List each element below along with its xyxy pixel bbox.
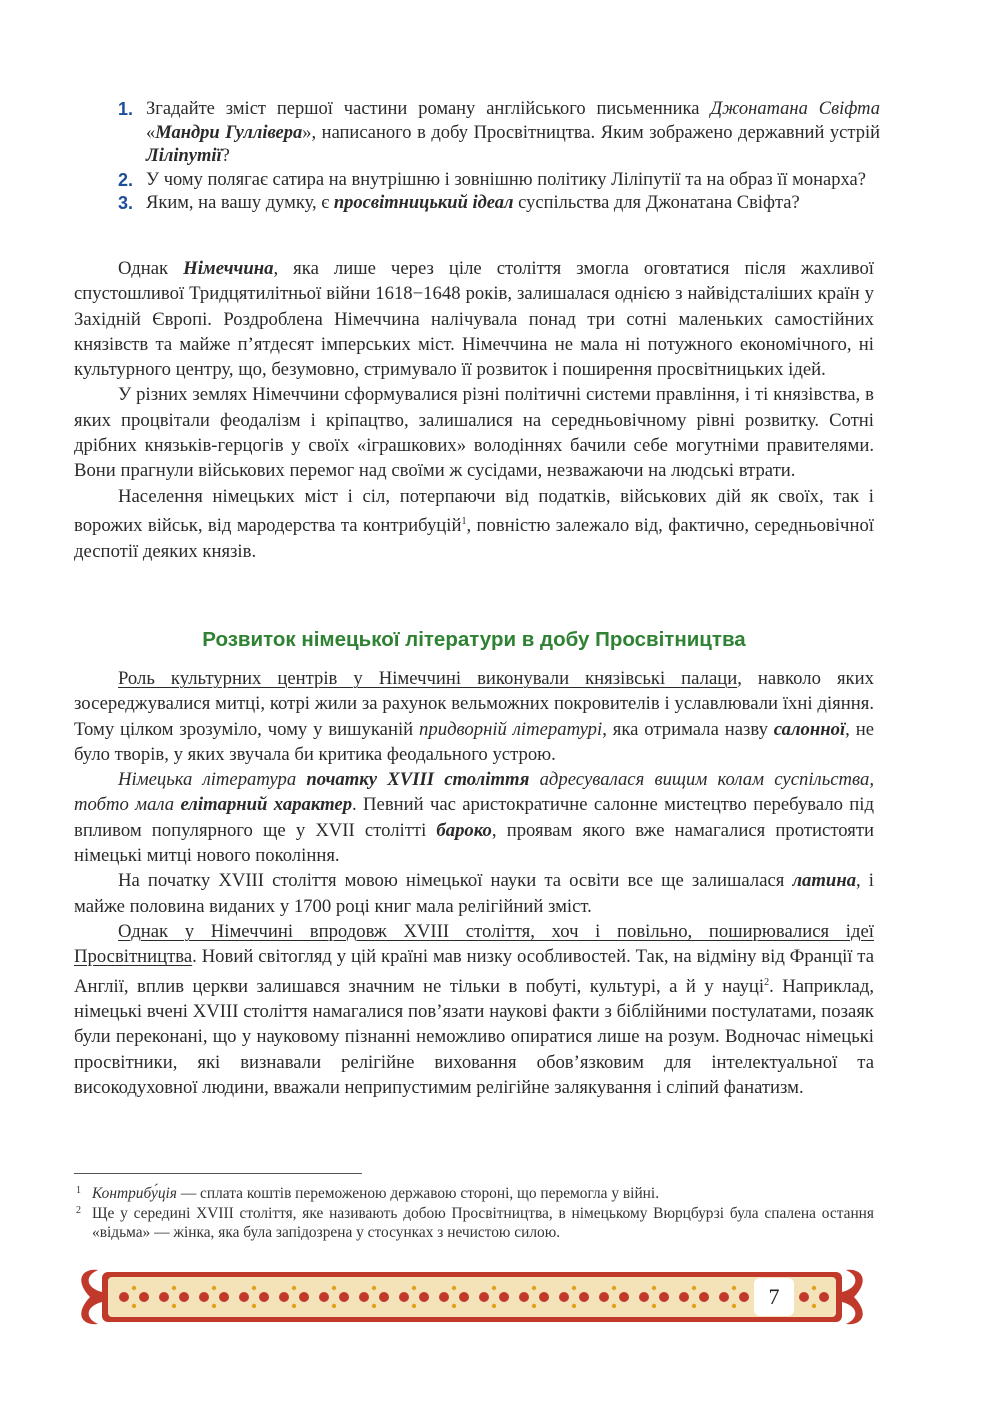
question-author: Джонатана Свіфта: [710, 99, 880, 119]
question-number: 1.: [118, 99, 134, 119]
text-run: , проявам якого вже намагалися протистояти німецькі митці нового покоління.: [74, 819, 875, 867]
question-quote-open: «: [146, 122, 156, 143]
paragraph: [74, 919, 874, 1100]
page-number: 7: [754, 1278, 794, 1316]
question-item: [118, 169, 880, 193]
question-text: », написаного в добу Просвітництва. Яким зображено державний устрій: [302, 122, 880, 143]
footnotes: [74, 1184, 874, 1243]
key-term: початку XVIII століття: [306, 769, 530, 791]
footnote-text: Ще у середині XVIII століття, яке називають добою Просвітництва, в німецькому Вюрцбурзі була спалена остання «відьма» — жінка, яка була запідозрена у стосунках з нечистою силою.: [92, 1204, 874, 1241]
text-run: , повністю залежало від, фактично, середньовічної деспотії деяких князів.: [74, 515, 874, 562]
ornament-border-icon: [72, 1266, 872, 1328]
question-term: просвітницький ідеал: [333, 193, 514, 213]
question-text: У чому полягає сатира на внутрішню і зовнішню політику Ліліпутії та на образ її монарха?: [146, 169, 866, 190]
footnote-divider: [74, 1173, 362, 1174]
question-text: ?: [221, 146, 230, 166]
footnote-mark: 1: [76, 1185, 81, 1196]
text-run: , навколо яких зосереджувалися митці, котрі жили за рахунок вельможних покровителів і уславлювали їхні діяння. Тому цілком зрозуміло, чому у вишуканій: [74, 668, 874, 740]
footnote: [74, 1184, 874, 1204]
paragraph: [74, 767, 874, 868]
footnote-ref: 2: [764, 976, 770, 988]
text-run: , яка лише через ціле століття змогла оговтатися після жахливої спустошливої Тридцятилітньої війни 1618−1648 років, залишалася однією з найвідсталіших країн у Західній Європі. Роздроблена Німеччина налічувала понад три сотні маленьких самостійних князівств та майже п’ятдесят імперських міст. Німеччина не мала ні потужного економічного, ні культурного центру, що, безумовно, стримувало її розвиток і поширення просвітницьких ідей.: [74, 258, 875, 381]
key-sentence: Однак у Німеччині впродовж XVIII століття, хоч і повільно, поширювалися ідеї Просвітництва: [74, 920, 874, 968]
footnote-ref: 1: [461, 515, 467, 527]
question-text: Яким, на вашу думку, є: [146, 193, 334, 213]
text-run: . Новий світогляд у цій країні мав низку особливостей. Так, на відміну від Франції та Англії, вплив церкви залишався значним не тільки в побуті, культурі, а й у науці: [74, 946, 874, 997]
footnote: [74, 1204, 874, 1243]
footnote-mark: 2: [76, 1204, 81, 1216]
key-term: Німеччина: [183, 258, 274, 279]
paragraph: [74, 666, 874, 767]
question-number: 3.: [118, 193, 134, 213]
key-term: салонної: [773, 718, 846, 740]
question-number: 2.: [118, 169, 134, 190]
footnote-term: Контрибу́ція: [92, 1185, 177, 1202]
key-term: придворній літературі: [419, 718, 603, 740]
text-run: Однак: [118, 258, 184, 279]
text-run: , і майже половина виданих у 1700 році книг мала релігійний зміст.: [74, 870, 874, 917]
question-term: Ліліпутії: [146, 146, 222, 166]
text-run: . Певний час аристократичне салонне мистецтво перебувало під впливом популярного ще у XVII столітті: [74, 794, 875, 841]
paragraph: [74, 868, 874, 919]
text-run: адресувалася вищим колам суспільства, тобто мала: [74, 769, 874, 816]
text-run: Німецька література: [118, 769, 307, 791]
footnote-text: — сплата коштів переможеною державою стороні, що перемогла у війні.: [176, 1185, 660, 1202]
key-term: латина: [792, 870, 857, 892]
text-run: На початку XVIII століття мовою німецької науки та освіти все ще залишалася: [118, 870, 793, 892]
main-text: [74, 256, 874, 564]
main-text-2: [74, 666, 874, 1100]
paragraph: У різних землях Німеччини сформувалися різні політичні системи правління, і ті князівства, в яких процвітали феодалізм і кріпацтво, залишалися на середньовічному рівні розвитку. Сотні дрібних князьків-герцогів у своїх «іграшкових» володіннях бачили себе могутніми правителями. Вони прагнули військових перемог над своїми ж сусідами, незважаючи на людські втрати.: [74, 384, 874, 482]
paragraph: [74, 484, 874, 564]
questions-list: [118, 98, 880, 216]
text-run: , не було творів, у яких звучала би критика феодального устрою.: [74, 718, 874, 765]
question-item: [118, 192, 880, 216]
key-term: елітарний характер: [180, 794, 353, 816]
text-run: Населення німецьких міст і сіл, потерпаючи від податків, військових дій як своїх, так і ворожих військ, від мародерства та контрибуцій: [74, 485, 874, 537]
section-heading: Розвиток німецької літератури в добу Просвітництва: [202, 628, 746, 651]
key-term: бароко: [436, 819, 492, 841]
question-text: суспільства для Джонатана Свіфта?: [513, 193, 800, 213]
paragraph: [74, 256, 874, 382]
question-item: [118, 98, 880, 169]
question-text: Згадайте зміст першої частини роману англійського письменника: [146, 99, 711, 119]
text-run: , яка отримала назву: [602, 718, 774, 740]
text-run: . Наприклад, німецькі вчені XVIII століття намагалися пов’язати наукові факти з біблійними постулатами, позаяк були переконані, що у науковому пізнанні неможливо опиратися лише на розум. Водночас німецькі просвітники, які визнавали релігійне виховання обов’язковим для інтелектуальної та високодуховної людини, вважали неприпустимим релігійне залякування і сліпий фанатизм.: [74, 975, 874, 1098]
key-sentence: Роль культурних центрів у Німеччині виконували князівські палаци: [118, 668, 738, 689]
question-novel-title: Мандри Гуллівера: [155, 122, 303, 143]
